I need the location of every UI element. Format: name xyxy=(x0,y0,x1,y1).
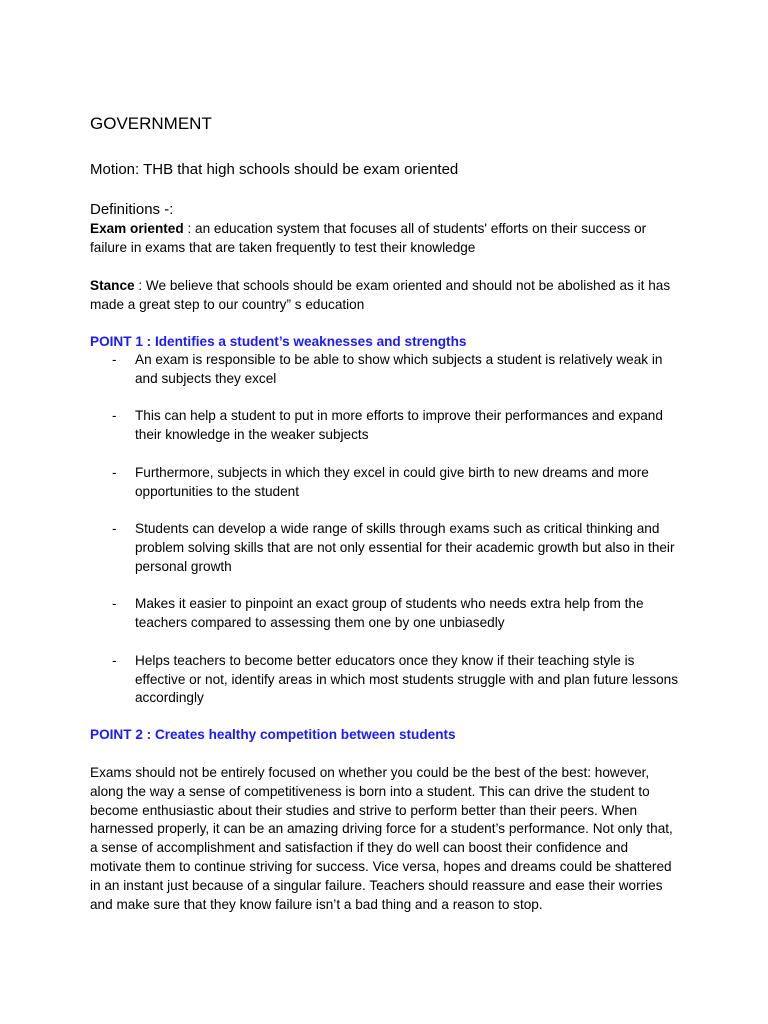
definition-exam-oriented xyxy=(90,220,680,258)
stance-paragraph xyxy=(90,277,680,315)
list-item xyxy=(90,407,680,445)
bullet-dash: - xyxy=(112,596,117,612)
point-1-bullet-list xyxy=(90,351,680,727)
bullet-dash: - xyxy=(112,652,117,668)
list-item xyxy=(90,351,680,389)
list-item xyxy=(90,520,680,576)
stance-term: Stance xyxy=(90,278,135,293)
page-heading: GOVERNMENT xyxy=(90,114,212,133)
bullet-dash: - xyxy=(112,464,117,480)
point-1-title: POINT 1 : Identifies a student’s weaknesses and strengths xyxy=(90,334,467,349)
bullet-text: Furthermore, subjects in which they excel in could give birth to new dreams and more opportunities to the student xyxy=(135,464,649,499)
definition-text: : an education system that focuses all of students' efforts on their success or failure in exams that are taken frequently to test their knowledge xyxy=(90,221,647,255)
definitions-title: Definitions -: xyxy=(90,201,174,218)
bullet-text: Students can develop a wide range of skills through exams such as critical thinking and problem solving skills that are not only essential for their academic growth but also in their personal growth xyxy=(135,521,675,574)
point-2-title: POINT 2 : Creates healthy competition between students xyxy=(90,727,456,742)
definition-term: Exam oriented xyxy=(90,221,184,236)
stance-text: : We believe that schools should be exam oriented and should not be abolished as it has made a great step to our country” s education xyxy=(90,278,671,312)
bullet-text: Helps teachers to become better educators once they know if their teaching style is effective or not, identify areas in which most students struggle with and plan future lessons accordingly xyxy=(135,652,679,706)
list-item xyxy=(90,595,680,633)
bullet-dash: - xyxy=(112,408,117,424)
bullet-text: This can help a student to put in more efforts to improve their performances and expand their knowledge in the weaker subjects xyxy=(135,408,663,443)
bullet-text: An exam is responsible to be able to show which subjects a student is relatively weak in and subjects they excel xyxy=(135,352,663,386)
list-item xyxy=(90,464,680,502)
bullet-dash: - xyxy=(112,521,117,537)
bullet-dash: - xyxy=(112,352,117,367)
point-2-body: Exams should not be entirely focused on whether you could be the best of the best: however, along the way a sense of competitiveness is born into a student. This can drive the student to become enthusiastic about their studies and strive to perform better than their peers. When harnessed properly, it can be an amazing driving force for a student’s performance. Not only that, a sense of accomplishment and satisfaction if they do well can boost their confidence and motivate them to continue striving for success. Vice versa, hopes and dreams could be shattered in an instant just because of a singular failure. Teachers should reassure and ease their worries and make sure that they know failure isn’t a bad thing and a reason to stop. xyxy=(90,765,673,912)
list-item xyxy=(90,652,680,708)
bullet-text: Makes it easier to pinpoint an exact group of students who needs extra help from the teachers compared to assessing them one by one unbiasedly xyxy=(135,596,644,631)
motion-line: Motion: THB that high schools should be exam oriented xyxy=(90,161,459,178)
